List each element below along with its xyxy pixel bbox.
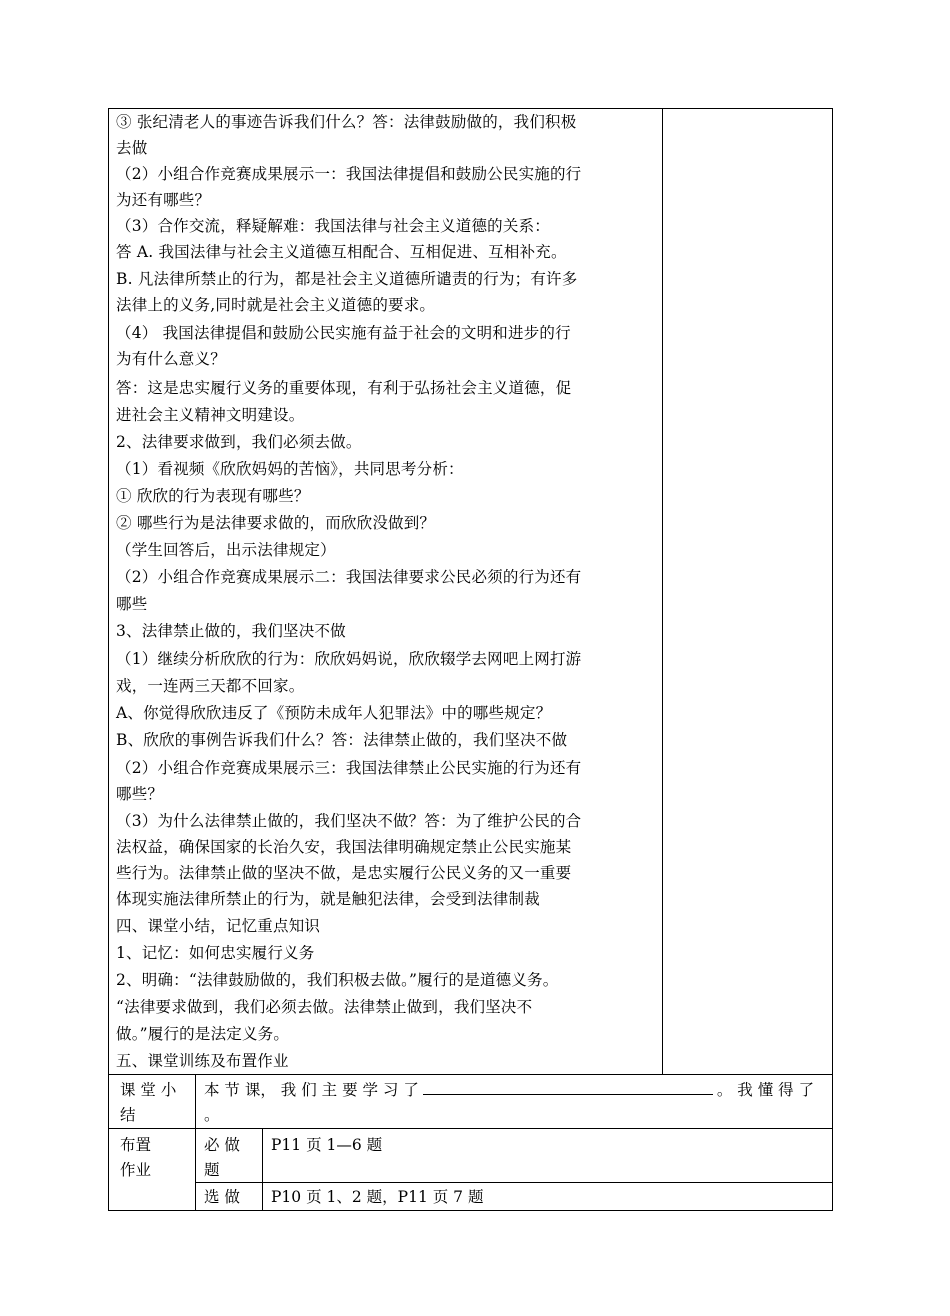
content-line: 答 A. 我国法律与社会主义道德互相配合、互相促进、互相补充。 [116,243,567,261]
label-column-divider [195,1074,196,1211]
content-line: 进社会主义精神文明建设。 [116,406,305,424]
optional-homework-text: P10 页 1、2 题，P11 页 7 题 [271,1188,484,1206]
content-line: （2）小组合作竞赛成果展示三：我国法律禁止公民实施的行为还有 [116,759,582,777]
main-notes-divider [662,108,663,1075]
summary-fill-blank [423,1077,713,1095]
content-line: （4） 我国法律提倡和鼓励公民实施有益于社会的文明和进步的行 [116,324,571,342]
content-line: 为有什么意义？ [116,350,226,368]
content-line: ② 哪些行为是法律要求做的，而欣欣没做到？ [116,514,436,532]
content-line: 1、记忆：如何忠实履行义务 [116,944,315,962]
table-bottom-border [108,1210,833,1211]
content-line: 3、法律禁止做的，我们坚决不做 [116,622,346,640]
content-line: 五、课堂训练及布置作业 [116,1052,289,1070]
content-line: 为还有哪些？ [116,191,211,209]
homework-subcolumn-divider [262,1128,263,1211]
content-line: A、你觉得欣欣违反了《预防未成年人犯罪法》中的哪些规定？ [116,704,552,722]
required-label-continued: 题 [204,1161,220,1179]
content-line: B. 凡法律所禁止的行为，都是社会主义道德所谴责的行为；有许多 [116,270,578,288]
content-line: ③ 张纪清老人的事迹告诉我们什么？答：法律鼓励做的，我们积极 [116,113,577,131]
summary-row-bottom-border [108,1128,833,1129]
main-row-bottom-border [108,1074,833,1075]
content-line: 哪些？ [116,785,164,803]
summary-label-continued: 结 [120,1106,136,1124]
content-line: 2、明确：“法律鼓励做的，我们积极去做。”履行的是道德义务。 [116,971,559,989]
table-right-border [832,108,833,1211]
optional-label: 选 做 [204,1188,240,1206]
content-line: 法律上的义务,同时就是社会主义道德的要求。 [116,296,436,314]
required-homework-text: P11 页 1—6 题 [271,1136,383,1154]
content-line: 四、课堂小结，记忆重点知识 [116,917,321,935]
summary-label: 课 堂 小 [120,1081,177,1099]
summary-text-line2: 。 [204,1106,220,1124]
summary-text [204,1077,814,1103]
content-line: 答：这是忠实履行义务的重要体现，有利于弘扬社会主义道德，促 [116,379,572,397]
homework-inner-border [195,1182,833,1183]
content-line: B、欣欣的事例告诉我们什么？答：法律禁止做的，我们坚决不做 [116,731,568,749]
content-line: （2）小组合作竞赛成果展示二：我国法律要求公民必须的行为还有 [116,568,582,586]
content-line: “法律要求做到，我们必须去做。法律禁止做到，我们坚决不 [116,998,533,1016]
content-line: （学生回答后，出示法律规定） [116,541,336,559]
content-line: （1）看视频《欣欣妈妈的苦恼》，共同思考分析： [116,460,464,478]
content-line: 些行为。法律禁止做的坚决不做，是忠实履行公民义务的又一重要 [116,864,572,882]
content-line: ① 欣欣的行为表现有哪些？ [116,487,310,505]
content-line: 法权益，确保国家的长治久安，我国法律明确规定禁止公民实施某 [116,838,572,856]
content-line: （3）合作交流，释疑解难：我国法律与社会主义道德的关系： [116,217,550,235]
content-line: （1）继续分析欣欣的行为：欣欣妈妈说，欣欣辍学去网吧上网打游 [116,650,582,668]
homework-label-continued: 作业 [120,1161,152,1179]
content-line: 去做 [116,139,148,157]
content-line: 戏，一连两三天都不回家。 [116,677,305,695]
content-line: 做。”履行的是法定义务。 [116,1025,290,1043]
table-left-border [108,108,109,1211]
content-line: 体现实施法律所禁止的行为，就是触犯法律，会受到法律制裁 [116,890,540,908]
content-line: （3）为什么法律禁止做的，我们坚决不做？答：为了维护公民的合 [116,812,582,830]
content-line: 2、法律要求做到，我们必须去做。 [116,433,362,451]
content-line: （2）小组合作竞赛成果展示一：我国法律提倡和鼓励公民实施的行 [116,165,582,183]
homework-label: 布置 [120,1136,152,1154]
summary-text-after: 。 我 懂 得 了 [716,1081,815,1099]
required-label: 必 做 [204,1136,240,1154]
summary-text-before: 本 节 课， 我 们 主 要 学 习 了 [204,1081,419,1099]
content-line: 哪些 [116,595,148,613]
